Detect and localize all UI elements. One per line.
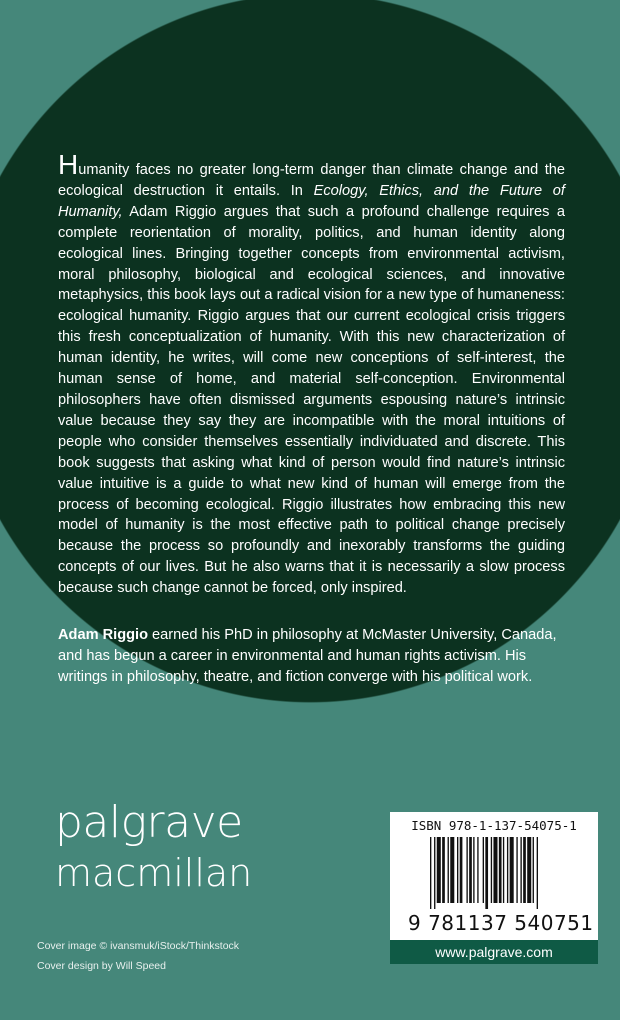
- author-name: Adam Riggio: [58, 627, 148, 644]
- publisher-url: www.palgrave.com: [390, 940, 598, 964]
- barcode-bar: [448, 837, 449, 903]
- barcode-bar: [473, 837, 474, 903]
- author-bio: [58, 625, 565, 688]
- barcode-bar: [510, 837, 514, 903]
- barcode-bar: [477, 837, 478, 903]
- barcode-bar: [493, 837, 497, 903]
- isbn-digits: 9 781137 540751: [408, 911, 594, 935]
- cover-design-credit: Cover design by Will Speed: [37, 960, 166, 972]
- publisher-logo-line1: palgrave: [55, 797, 243, 848]
- barcode-bar: [537, 837, 538, 909]
- text-column: [58, 149, 565, 688]
- barcode-bar: [516, 837, 517, 903]
- barcode-bar: [434, 837, 435, 909]
- barcode-bar: [437, 837, 441, 903]
- barcode-bar: [533, 837, 534, 903]
- barcode-bar: [499, 837, 502, 903]
- cover-image-credit: Cover image © ivansmuk/iStock/Thinkstock: [37, 940, 240, 952]
- barcode-bar: [457, 837, 458, 903]
- barcode-bar: [520, 837, 521, 903]
- barcode-bar: [507, 837, 508, 903]
- barcode-bar: [527, 837, 531, 903]
- publisher-logo-line2: macmillan: [55, 851, 253, 895]
- barcode-bar: [483, 837, 484, 903]
- cover-credits: [37, 936, 239, 976]
- barcode-bar: [523, 837, 526, 903]
- description-text: umanity faces no greater long-term danger than climate change and the ecological destruction it entails. In: [58, 162, 565, 199]
- barcode-bar: [503, 837, 504, 903]
- barcode-bar: [460, 837, 463, 903]
- isbn-label: ISBN 978-1-137-54075-1: [411, 818, 577, 833]
- barcode-bar: [491, 837, 492, 903]
- barcode-bar: [469, 837, 472, 903]
- publisher-logo: [55, 797, 253, 896]
- book-title: Ecology, Ethics, and the Future of Humanity,: [58, 182, 565, 220]
- barcode: [430, 837, 580, 909]
- drop-cap: H: [58, 149, 79, 180]
- barcode-bar: [485, 837, 488, 909]
- book-description: [58, 149, 565, 599]
- barcode-bar: [430, 837, 431, 909]
- barcode-bar: [450, 837, 454, 903]
- author-bio-text: earned his PhD in philosophy at McMaster University, Canada, and has begun a career in environmental and human rights activism. His writings in philosophy, theatre, and fiction converge with his political work.: [58, 627, 557, 685]
- isbn-barcode-box: [390, 812, 598, 964]
- barcode-bar: [466, 837, 467, 903]
- description-text-continued: Adam Riggio argues that such a profound challenge requires a complete reorientation of morality, politics, and human identity along ecological lines. Bringing together concepts from environmental activism, moral philosophy, biological and ecological sciences, and innovative metaphysics, this book lays out a radical vision for a new type of humaneness: ecological humanity. Riggio argues that our current ecological crisis triggers this fresh conceptualization of humanity. With this new characterization of human identity, he writes, will come new conceptions of self-interest, the human sense of home, and material self-conception. Environmental philosophers have often dismissed arguments espousing nature’s intrinsic value because they say they are incompatible with the moral intuitions of people who consider themselves essentially individuated and discrete. This book suggests that asking what kind of person would find nature’s intrinsic value intuitive is a guide to what new kind of human will emerge from the process of becoming ecological. Riggio illustrates how embracing this new model of humanity is the most effective path to political change precisely because the process so profoundly and inexorably transforms the guiding concepts of our lives. But he also warns that it is necessarily a slow process because such change cannot be forced, only inspired.: [58, 203, 565, 597]
- barcode-bar: [442, 837, 445, 903]
